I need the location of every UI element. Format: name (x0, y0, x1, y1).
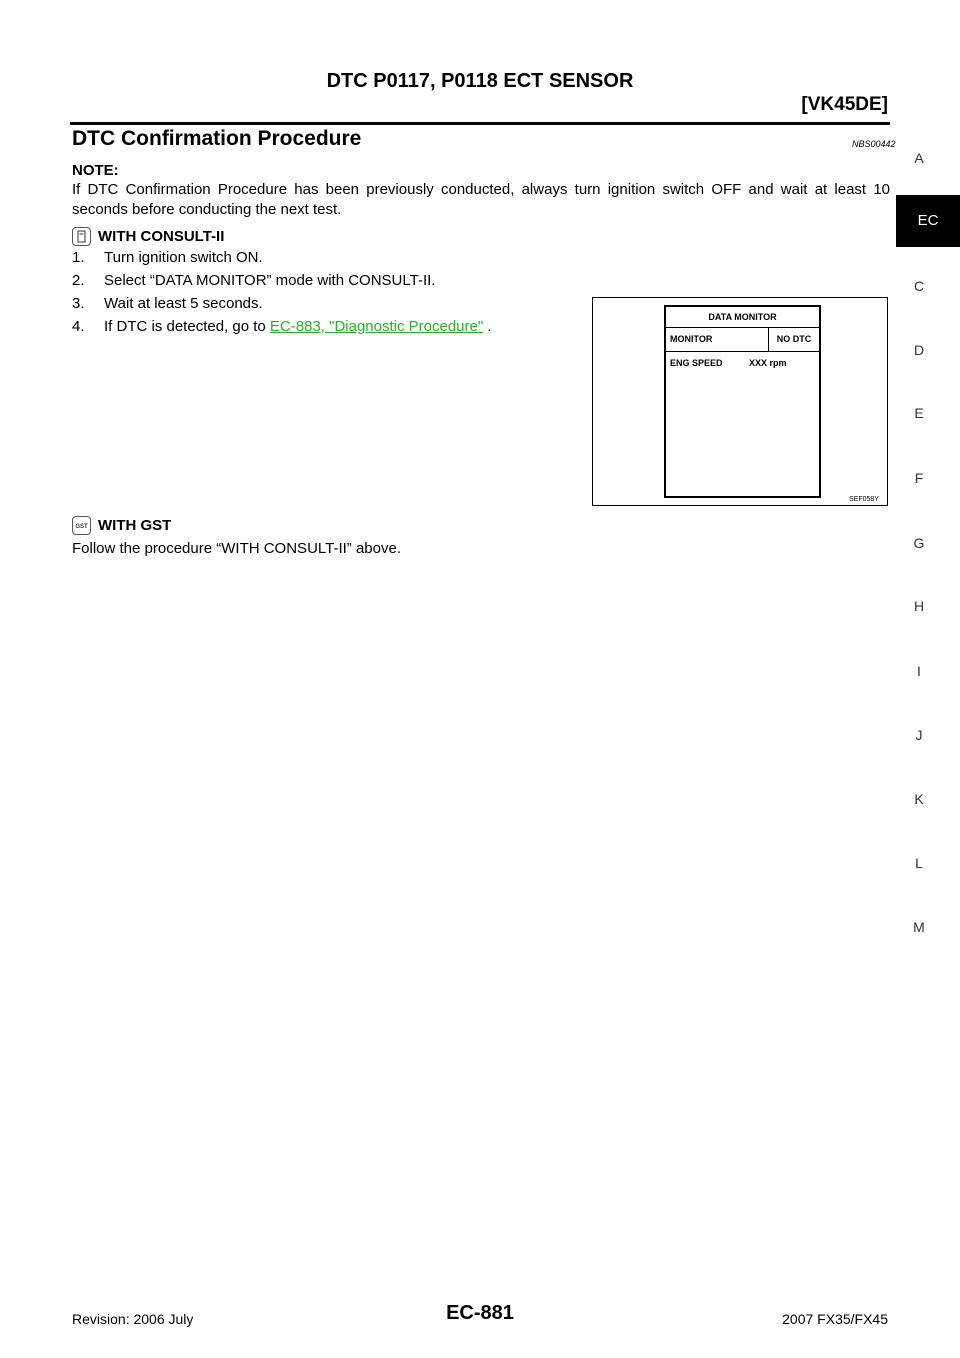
engine-tag: [VK45DE] (801, 94, 888, 115)
svg-text:GST: GST (75, 524, 88, 530)
step-text: Wait at least 5 seconds. (104, 295, 263, 312)
side-index-d[interactable]: D (913, 342, 925, 358)
side-index-h[interactable]: H (913, 598, 925, 614)
step-1 (72, 249, 263, 266)
side-index-m[interactable]: M (913, 919, 925, 935)
gst-tool-icon (72, 516, 91, 535)
gst-heading (72, 516, 171, 535)
screen-title: DATA MONITOR (666, 307, 819, 328)
step-number: 4. (72, 318, 85, 335)
figure-code: SEF058Y (849, 496, 879, 503)
step-text: Select “DATA MONITOR” mode with CONSULT-II. (104, 272, 436, 289)
side-index-k[interactable]: K (914, 791, 924, 807)
note-label: NOTE: (72, 162, 119, 179)
screen-data-row (666, 352, 819, 368)
step-text: If DTC is detected, go to (104, 318, 270, 335)
consult-heading-text: WITH CONSULT-II (98, 228, 225, 245)
header-rule (70, 122, 890, 125)
page-title: DTC P0117, P0118 ECT SENSOR (326, 70, 634, 92)
diagnostic-procedure-link[interactable]: EC-883, "Diagnostic Procedure" (269, 318, 484, 335)
footer-revision: Revision: 2006 July (72, 1311, 194, 1327)
side-index-l[interactable]: L (915, 855, 923, 871)
status-column: NO DTC (776, 334, 812, 344)
section-title: DTC Confirmation Procedure (72, 127, 362, 150)
monitor-column: MONITOR (666, 328, 769, 351)
side-index-e[interactable]: E (914, 405, 924, 421)
step-3 (72, 295, 263, 312)
gst-text: Follow the procedure “WITH CONSULT-II” above. (72, 540, 401, 557)
step-number: 3. (72, 295, 85, 312)
screen-column-row (666, 328, 819, 352)
consult-screen (664, 305, 821, 498)
footer-page-number: EC-881 (446, 1302, 514, 1324)
step-text: Turn ignition switch ON. (104, 249, 263, 266)
step-number: 2. (72, 272, 85, 289)
data-monitor-figure (592, 297, 888, 506)
side-index-ec[interactable]: EC (896, 195, 960, 247)
step-4 (72, 318, 492, 335)
side-index-c[interactable]: C (913, 278, 925, 294)
section-ref-code: NBS00442 (852, 139, 896, 149)
side-index-a[interactable]: A (914, 150, 924, 166)
gst-heading-text: WITH GST (98, 517, 172, 534)
side-index-f[interactable]: F (914, 470, 924, 486)
side-index-j[interactable]: J (915, 727, 923, 743)
data-value: XXX rpm (749, 358, 787, 368)
footer-model: 2007 FX35/FX45 (782, 1311, 888, 1327)
side-index-g[interactable]: G (913, 535, 925, 551)
consult-heading (72, 227, 224, 246)
side-index-i[interactable]: I (917, 663, 921, 679)
note-text: If DTC Confirmation Procedure has been previously conducted, always turn ignition switch OFF and wait at least 10 seconds before conducting the next test. (72, 181, 890, 218)
consult-tool-icon (72, 227, 91, 246)
step-number: 1. (72, 249, 85, 266)
data-item: ENG SPEED (670, 358, 723, 368)
step-text-after: . (483, 318, 492, 335)
step-2 (72, 272, 435, 289)
